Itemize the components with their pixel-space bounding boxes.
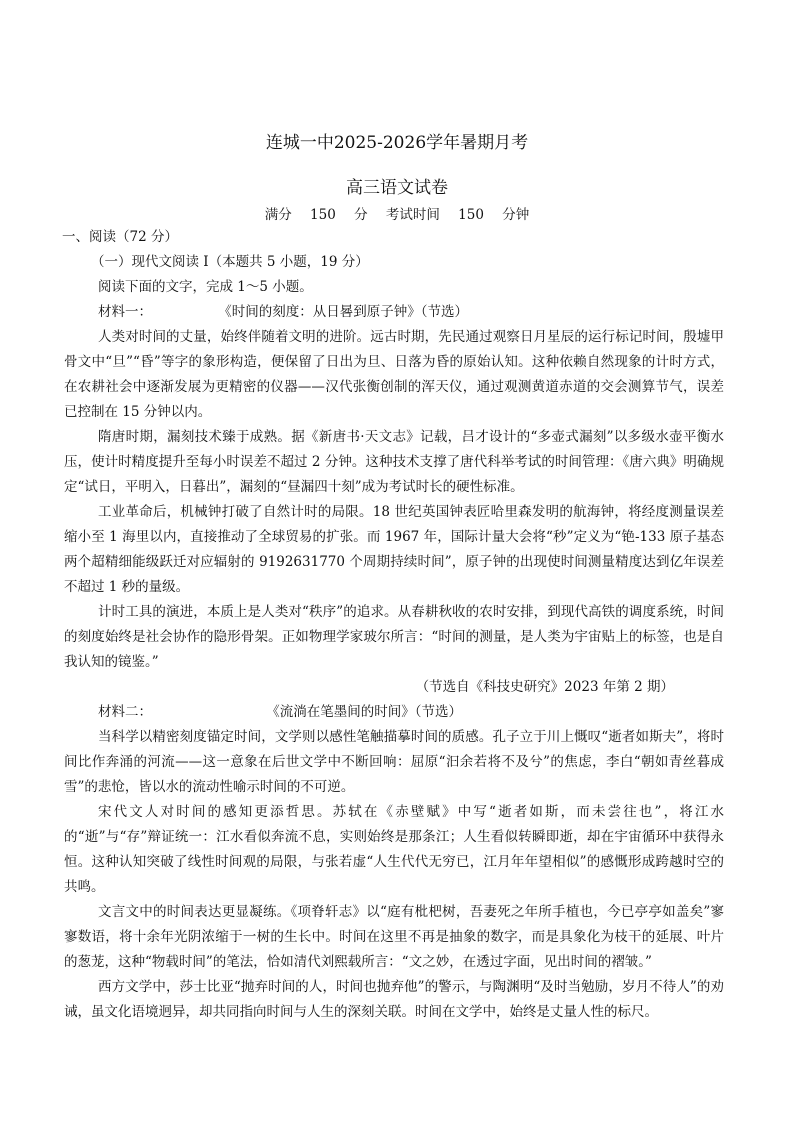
material-1-label: 材料一： — [98, 304, 152, 320]
material-1-paragraph: 计时工具的演进，本质上是人类对“秩序”的追求。从春耕秋收的农时安排，到现代高铁的调度系统，时间的刻度始终是社会协作的隐形骨架。正如物理学家玻尔所言：“时间的测量，是人类为宇宙贴上的标签，也是自我认知的镜鉴。” — [64, 604, 724, 670]
material-2-label: 材料二： — [98, 704, 152, 720]
material-1-paragraph: 工业革命后，机械钟打破了自然计时的局限。18 世纪英国钟表匠哈里森发明的航海钟，将经度测量误差缩小至 1 海里以内，直接推动了全球贸易的扩张。而 1967 年，国际计量大会将“秒”定义为“铯-133 原子基态两个超精细能级跃迁对应辐射的 9192631770 个周期持续时间”，原子钟的出现使时间测量精度达到亿年误差不超过 1 秒的量级。 — [64, 504, 724, 595]
material-1-paragraph: 隋唐时期，漏刻技术臻于成熟。据《新唐书·天文志》记载，吕才设计的“多壶式漏刻”以多级水壶平衡水压，使计时精度提升至每小时误差不超过 2 分钟。这种技术支撑了唐代科举考试的时间管理：《唐六典》明确规定“试日，平明入，日暮出”，漏刻的“昼漏四十刻”成为考试时长的硬性标准。 — [64, 429, 724, 495]
subject-title: 高三语文试卷 — [346, 178, 448, 198]
material-1-header — [64, 300, 724, 325]
material-1-source: （节选自《科技史研究》2023 年第 2 期） — [415, 679, 674, 695]
material-1-title: 《时间的刻度：从日晷到原子钟》（节选） — [218, 304, 469, 320]
score-time-info: 满分 150 分 考试时间 150 分钟 — [264, 207, 530, 223]
section-heading: 一、阅读（72 分） — [62, 229, 178, 245]
exam-body — [64, 225, 724, 1025]
material-1-paragraph: 人类对时间的丈量，始终伴随着文明的进阶。远古时期，先民通过观察日月星辰的运行标记时间，殷墟甲骨文中“旦”“昏”等字的象形构造，便保留了日出为旦、日落为昏的原始认知。这种依赖自然现象的计时方式，在农耕社会中逐渐发展为更精密的仪器——汉代张衡创制的浑天仪，通过观测黄道赤道的交会测算节气，误差已控制在 15 分钟以内。 — [64, 329, 724, 420]
sub-section-heading: （一）现代文阅读 I（本题共 5 小题，19 分） — [91, 254, 369, 270]
material-2-paragraph: 西方文学中，莎士比亚“抛弃时间的人，时间也抛弃他”的警示，与陶渊明“及时当勉励，岁月不待人”的劝诫，虽文化语境迥异，却共同指向时间与人生的深刻关联。时间在文学中，始终是丈量人性的标尺。 — [64, 979, 724, 1020]
material-2-paragraph: 当科学以精密刻度锚定时间，文学则以感性笔触描摹时间的质感。孔子立于川上慨叹“逝者如斯夫”，将时间比作奔涌的河流——这一意象在后世文学中不断回响：屈原“汩余若将不及兮”的焦虑，李白“朝如青丝暮成雪”的悲怆，皆以水的流动性喻示时间的不可逆。 — [64, 729, 724, 795]
material-2-header — [64, 700, 724, 725]
exam-title: 连城一中2025-2026学年暑期月考 — [265, 133, 529, 153]
instruction-text: 阅读下面的文字，完成 1～5 小题。 — [98, 279, 313, 295]
material-2-title: 《流淌在笔墨间的时间》（节选） — [266, 704, 463, 720]
material-2-paragraph: 文言文中的时间表达更显凝练。《项脊轩志》以“庭有枇杷树，吾妻死之年所手植也，今已亭亭如盖矣”寥寥数语，将十余年光阴浓缩于一树的生长中。时间在这里不再是抽象的数字，而是具象化为枝干的延展、叶片的葱茏，这种“物载时间”的笔法，恰如清代刘熙载所言：“文之妙，在透过字面，见出时间的褶皱。” — [64, 904, 724, 970]
material-2-paragraph: 宋代文人对时间的感知更添哲思。苏轼在《赤壁赋》中写“逝者如斯，而未尝往也”，将江水的“逝”与“存”辩证统一：江水看似奔流不息，实则始终是那条江；人生看似转瞬即逝，却在宇宙循环中获得永恒。这种认知突破了线性时间观的局限，与张若虚“人生代代无穷已，江月年年望相似”的感慨形成跨越时空的共鸣。 — [64, 804, 724, 895]
